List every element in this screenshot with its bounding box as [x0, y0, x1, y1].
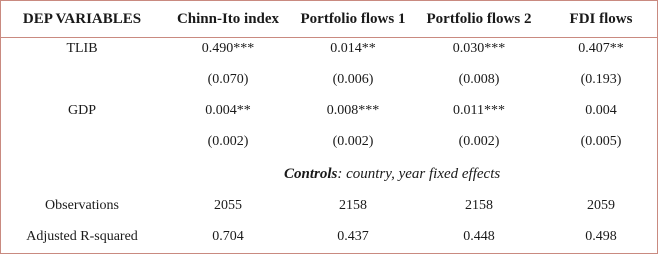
- table-cell: 0.437: [337, 229, 369, 244]
- row-label: Adjusted R-squared: [26, 229, 138, 244]
- header-dep-variables: DEP VARIABLES: [22, 11, 142, 27]
- header-portfolio-flows-1: Portfolio flows 1: [300, 11, 406, 27]
- table-cell: 0.004**: [205, 103, 251, 118]
- table-cell: 2158: [339, 198, 367, 213]
- table-cell: (0.002): [458, 134, 500, 149]
- controls-note: [284, 159, 500, 189]
- table-cell: (0.008): [458, 72, 500, 87]
- table-cell: 2158: [465, 198, 493, 213]
- table-cell: 0.014**: [330, 41, 376, 56]
- row-label: TLIB: [66, 41, 98, 56]
- table-cell: 0.008***: [326, 103, 380, 118]
- table-cell: (0.002): [207, 134, 249, 149]
- table-cell: 0.498: [585, 229, 617, 244]
- table-cell: 0.704: [212, 229, 244, 244]
- table-cell: (0.005): [580, 134, 622, 149]
- header-chinn-ito: Chinn-Ito index: [176, 11, 280, 27]
- controls-label: Controls: [284, 166, 338, 182]
- table-cell: 0.448: [463, 229, 495, 244]
- row-label: GDP: [67, 103, 96, 118]
- row-label: Observations: [45, 198, 119, 213]
- table-cell: (0.002): [332, 134, 374, 149]
- table-cell: 0.004: [585, 103, 617, 118]
- table-cell: 0.030***: [452, 41, 506, 56]
- table-cell: (0.193): [580, 72, 622, 87]
- header-portfolio-flows-2: Portfolio flows 2: [426, 11, 532, 27]
- table-cell: (0.070): [207, 72, 249, 87]
- table-cell: 0.490***: [201, 41, 255, 56]
- header-fdi-flows: FDI flows: [569, 11, 633, 27]
- table-cell: 2055: [214, 198, 242, 213]
- table-cell: 2059: [587, 198, 615, 213]
- table-cell: 0.407**: [578, 41, 624, 56]
- table-cell: (0.006): [332, 72, 374, 87]
- controls-text: : country, year fixed effects: [337, 166, 501, 182]
- table-cell: 0.011***: [453, 103, 505, 118]
